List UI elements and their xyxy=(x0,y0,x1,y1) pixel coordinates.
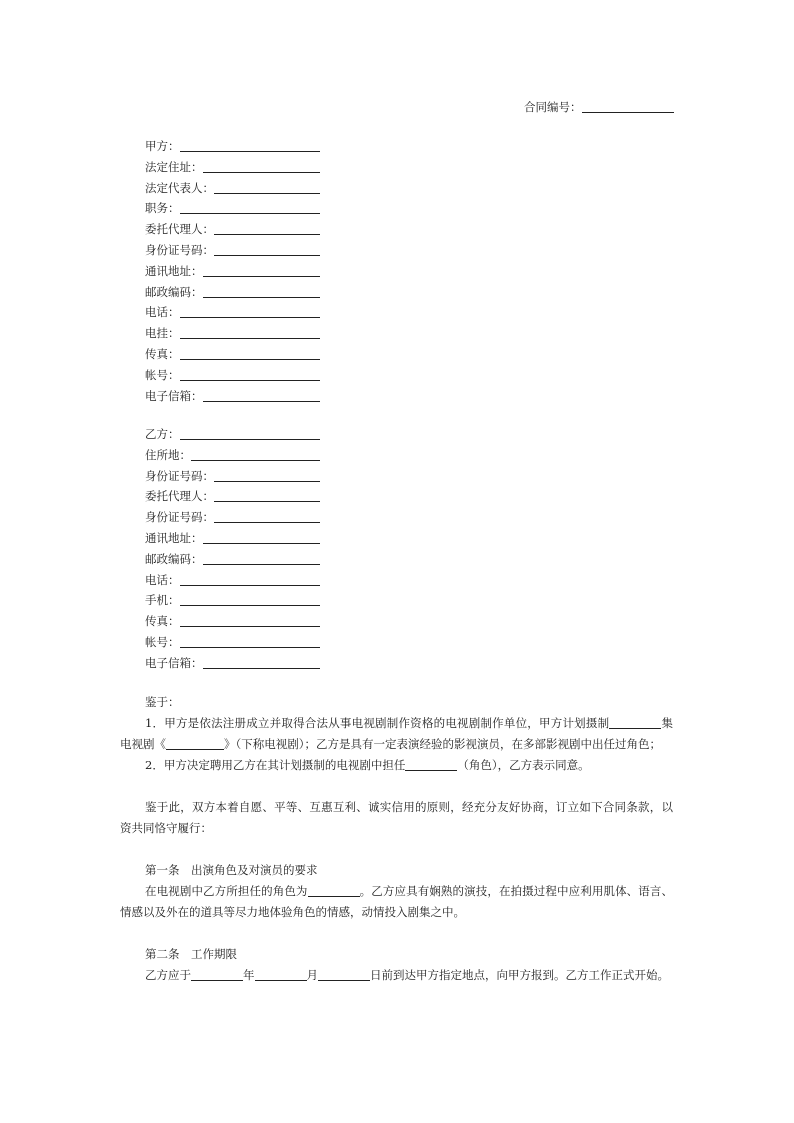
title-blank[interactable] xyxy=(166,737,224,750)
field-blank[interactable] xyxy=(203,262,321,277)
field-blank[interactable] xyxy=(180,425,321,440)
day-blank[interactable] xyxy=(318,968,370,981)
field-label: 通讯地址： xyxy=(145,530,203,545)
field-blank[interactable] xyxy=(203,529,321,544)
field-row xyxy=(145,528,320,549)
text: 在电视剧中乙方所担任的角色为 xyxy=(145,884,308,898)
field-blank[interactable] xyxy=(180,137,321,152)
field-row xyxy=(145,219,320,240)
field-blank[interactable] xyxy=(180,324,321,339)
field-label: 通讯地址： xyxy=(145,263,203,278)
article-1-text xyxy=(120,881,673,923)
contract-number-label: 合同编号： xyxy=(524,100,582,114)
year-blank[interactable] xyxy=(191,968,243,981)
field-label: 法定住址： xyxy=(145,159,203,174)
field-label: 邮政编码： xyxy=(145,284,203,299)
text: 乙方应于 xyxy=(145,968,191,982)
text: 年 xyxy=(243,968,255,982)
field-row xyxy=(145,323,320,344)
text: 月 xyxy=(306,968,318,982)
whereas-item-1 xyxy=(120,713,673,755)
article-1-title: 第一条 出演角色及对演员的要求 xyxy=(145,863,318,877)
field-blank[interactable] xyxy=(180,303,321,318)
field-row xyxy=(145,424,320,445)
field-label: 身份证号码： xyxy=(145,468,214,483)
field-label: 手机： xyxy=(145,593,180,608)
field-label: 职务： xyxy=(145,201,180,216)
field-row xyxy=(145,570,320,591)
field-label: 身份证号码： xyxy=(145,510,214,525)
text: 。乙方应具有娴熟的演技，在拍摄过程中应利用肌体、语言、情感以及外在的道具等尽力地体验角色的情感，动情投入剧集之中。 xyxy=(120,884,674,919)
whereas-item-2 xyxy=(120,755,673,776)
field-label: 身份证号码： xyxy=(145,242,214,257)
article-2-title: 第二条 工作期限 xyxy=(145,947,237,961)
field-blank[interactable] xyxy=(214,241,320,256)
month-blank[interactable] xyxy=(255,968,307,981)
field-blank[interactable] xyxy=(180,345,321,360)
field-row xyxy=(145,653,320,674)
field-row xyxy=(145,365,320,386)
field-row xyxy=(145,590,320,611)
text: 2．甲方决定聘用乙方在其计划摄制的电视剧中担任 xyxy=(145,758,406,772)
field-label: 委托代理人： xyxy=(145,489,214,504)
field-row xyxy=(145,445,320,466)
contract-number-blank[interactable] xyxy=(582,100,674,113)
field-row xyxy=(145,240,320,261)
field-blank[interactable] xyxy=(214,220,320,235)
field-label: 电挂： xyxy=(145,326,180,341)
field-row xyxy=(145,261,320,282)
field-row xyxy=(145,344,320,365)
field-blank[interactable] xyxy=(203,550,321,565)
field-blank[interactable] xyxy=(203,283,321,298)
field-label: 委托代理人： xyxy=(145,222,214,237)
field-label: 电话： xyxy=(145,305,180,320)
field-row xyxy=(145,302,320,323)
field-blank[interactable] xyxy=(180,612,321,627)
field-row xyxy=(145,632,320,653)
field-label: 甲方： xyxy=(145,139,180,153)
text: 1．甲方是依法注册成立并取得合法从事电视剧制作资格的电视剧制作单位，甲方计划摄制 xyxy=(145,716,610,730)
party-b-fields xyxy=(145,424,320,674)
field-blank[interactable] xyxy=(203,158,321,173)
field-blank[interactable] xyxy=(214,467,320,482)
whereas-heading: 鉴于： xyxy=(145,695,180,709)
field-label: 电子信箱： xyxy=(145,655,203,670)
field-label: 邮政编码： xyxy=(145,551,203,566)
field-label: 法定代表人： xyxy=(145,180,214,195)
field-blank[interactable] xyxy=(203,654,321,669)
field-row xyxy=(145,507,320,528)
field-blank[interactable] xyxy=(203,387,321,402)
text: （角色），乙方表示同意。 xyxy=(457,758,590,772)
role-name-blank[interactable] xyxy=(308,884,360,897)
field-label: 帐号： xyxy=(145,634,180,649)
field-label: 乙方： xyxy=(145,427,180,441)
field-blank[interactable] xyxy=(214,487,320,502)
field-label: 传真： xyxy=(145,346,180,361)
field-blank[interactable] xyxy=(180,591,321,606)
field-blank[interactable] xyxy=(214,508,320,523)
field-blank[interactable] xyxy=(214,179,320,194)
field-row xyxy=(145,466,320,487)
field-label: 电话： xyxy=(145,572,180,587)
text: 集电视剧《 xyxy=(120,716,674,751)
episodes-blank[interactable] xyxy=(609,716,661,729)
field-blank[interactable] xyxy=(191,446,320,461)
contract-number xyxy=(524,99,674,115)
field-label: 电子信箱： xyxy=(145,388,203,403)
field-blank[interactable] xyxy=(180,199,321,214)
field-row xyxy=(145,198,320,219)
article-2-text xyxy=(120,965,673,986)
field-blank[interactable] xyxy=(180,366,321,381)
field-row xyxy=(145,157,320,178)
field-row xyxy=(145,386,320,407)
intro-paragraph: 鉴于此，双方本着自愿、平等、互惠互利、诚实信用的原则，经充分友好协商，订立如下合同条款，以资共同恪守履行： xyxy=(120,800,673,835)
field-label: 帐号： xyxy=(145,367,180,382)
contract-body xyxy=(120,692,673,986)
field-row xyxy=(145,136,320,157)
field-row xyxy=(145,611,320,632)
text: 》（下称电视剧）；乙方是具有一定表演经验的影视演员，在多部影视剧中出任过角色； xyxy=(224,737,661,751)
field-label: 传真： xyxy=(145,614,180,629)
text: 日前到达甲方指定地点，向甲方报到。乙方工作正式开始。 xyxy=(370,968,669,982)
field-row xyxy=(145,486,320,507)
role-blank[interactable] xyxy=(405,758,457,771)
field-label: 住所地： xyxy=(145,447,191,462)
field-blank[interactable] xyxy=(180,571,321,586)
field-row xyxy=(145,178,320,199)
party-a-fields xyxy=(145,136,320,406)
field-blank[interactable] xyxy=(180,633,321,648)
field-row xyxy=(145,282,320,303)
field-row xyxy=(145,549,320,570)
